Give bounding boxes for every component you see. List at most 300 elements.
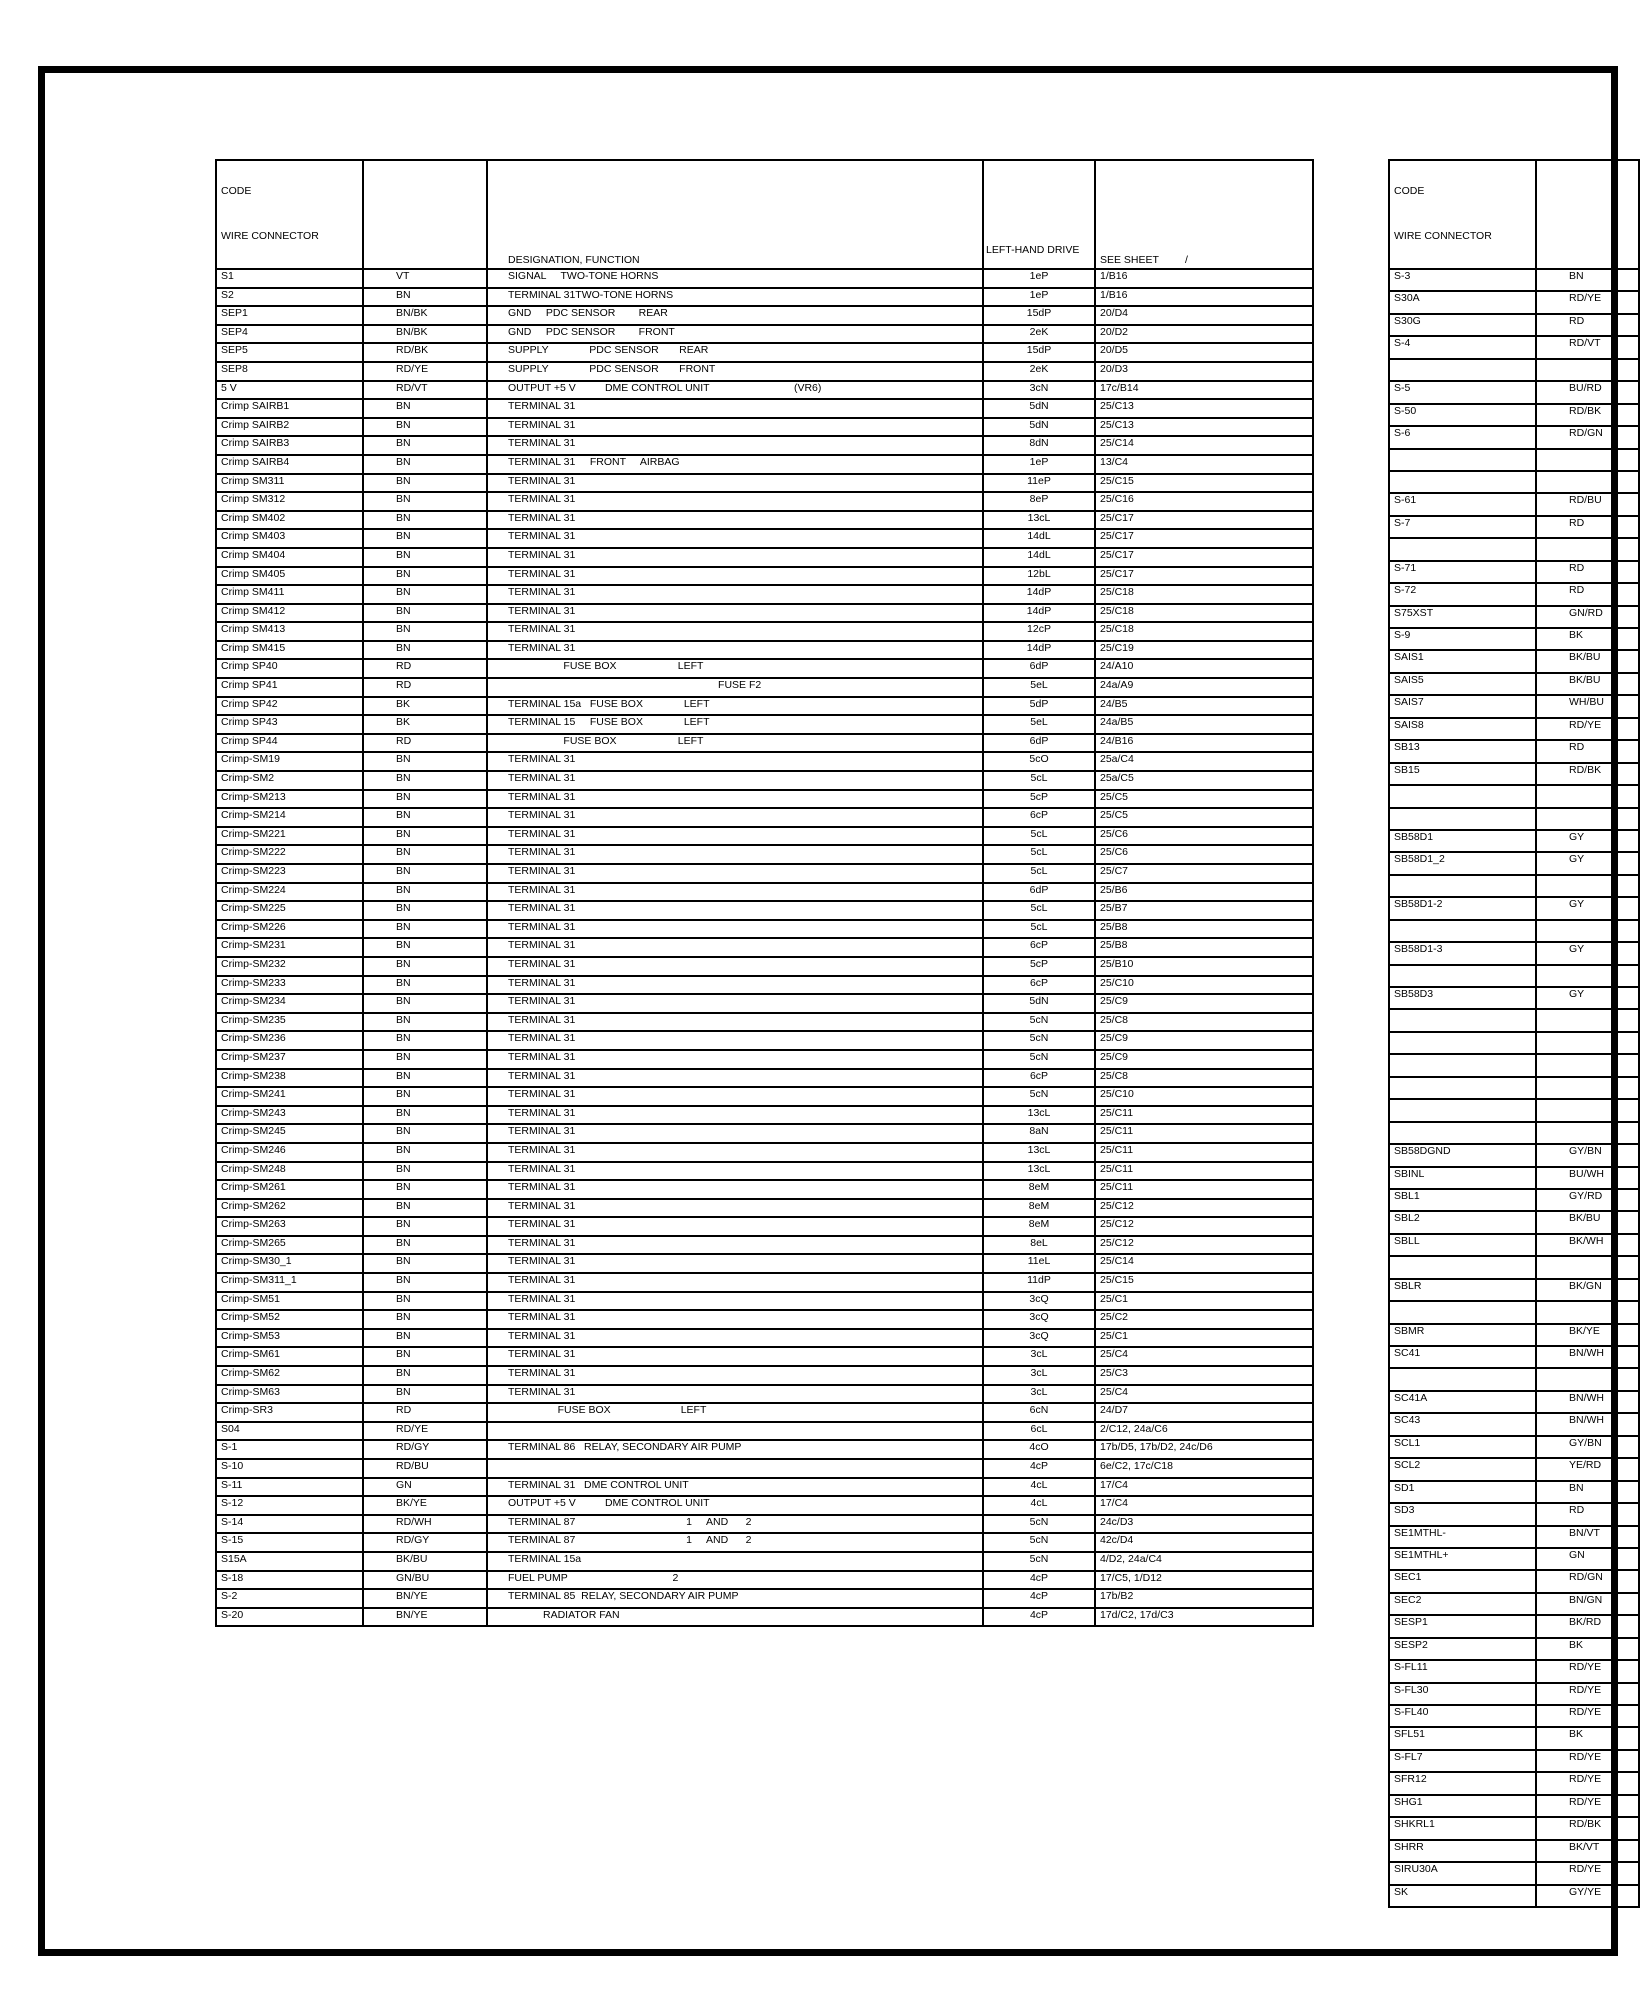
cell-drive: 2eK [983, 362, 1095, 381]
cell-color: BK/VT [1536, 1840, 1639, 1862]
table-row [216, 845, 1313, 864]
cell-color: BN [363, 957, 487, 976]
cell-sheet: 25/C8 [1095, 1013, 1313, 1032]
cell-sheet: 25/C13 [1095, 418, 1313, 437]
cell-drive: 6cP [983, 976, 1095, 995]
cell-code: S75XST [1389, 606, 1536, 628]
table-row [216, 511, 1313, 530]
cell-color: GN [1536, 1548, 1639, 1570]
cell-sheet: 25/C9 [1095, 994, 1313, 1013]
table-row [216, 436, 1313, 455]
cell-code: SEP1 [216, 306, 363, 325]
table-row [1389, 606, 1639, 628]
cell-code: SAIS5 [1389, 673, 1536, 695]
cell-code: SB58D1 [1389, 830, 1536, 852]
cell-color: BN [363, 1329, 487, 1348]
table-row [1389, 1077, 1639, 1099]
cell-color [1536, 1009, 1639, 1031]
cell-designation: TERMINAL 31 [487, 474, 983, 493]
cell-sheet: 25/C1 [1095, 1329, 1313, 1348]
cell-code: S-FL11 [1389, 1660, 1536, 1682]
cell-sheet: 25/C19 [1095, 641, 1313, 660]
table-row [216, 362, 1313, 381]
cell-color: BU/RD [1536, 381, 1639, 403]
cell-color: BN [363, 1087, 487, 1106]
cell-sheet: 24c/D3 [1095, 1515, 1313, 1534]
table-row [1389, 1885, 1639, 1907]
cell-drive: 4cP [983, 1608, 1095, 1627]
cell-color: RD/YE [1536, 291, 1639, 313]
table-row [1389, 897, 1639, 919]
cell-color: BN [363, 1310, 487, 1329]
cell-code: SBINL [1389, 1167, 1536, 1189]
cell-designation: TERMINAL 31 [487, 1087, 983, 1106]
cell-color: WH/BU [1536, 695, 1639, 717]
table-row [1389, 449, 1639, 471]
cell-sheet: 1/B16 [1095, 269, 1313, 288]
cell-code [1389, 920, 1536, 942]
cell-sheet: 25/C11 [1095, 1124, 1313, 1143]
cell-color: RD/VT [363, 381, 487, 400]
cell-drive: 6cP [983, 938, 1095, 957]
cell-sheet: 25/C2 [1095, 1310, 1313, 1329]
cell-code: S2 [216, 288, 363, 307]
cell-designation: TERMINAL 31 [487, 920, 983, 939]
cell-designation: TERMINAL 31 [487, 622, 983, 641]
table-row [1389, 493, 1639, 515]
table-row [216, 418, 1313, 437]
cell-code: S1 [216, 269, 363, 288]
cell-code: S04 [216, 1422, 363, 1441]
cell-drive: 1eP [983, 288, 1095, 307]
table-row [216, 1217, 1313, 1236]
header-sheet: SEE SHEET / [1095, 160, 1313, 269]
header-code: CODE WIRE CONNECTOR [1389, 160, 1536, 269]
table-row [216, 1571, 1313, 1590]
cell-designation: TERMINAL 31 [487, 1162, 983, 1181]
cell-code: SESP1 [1389, 1615, 1536, 1637]
table-row [1389, 561, 1639, 583]
cell-code: SBMR [1389, 1324, 1536, 1346]
cell-color: RD/BU [363, 1459, 487, 1478]
cell-drive: 14dL [983, 548, 1095, 567]
cell-color [1536, 965, 1639, 987]
table-row [1389, 1054, 1639, 1076]
cell-sheet: 25/C12 [1095, 1236, 1313, 1255]
cell-color [1536, 1256, 1639, 1278]
cell-color: BN [363, 1013, 487, 1032]
cell-sheet: 25/C6 [1095, 827, 1313, 846]
cell-designation: GND PDC SENSOR FRONT [487, 325, 983, 344]
table-row [216, 827, 1313, 846]
cell-code: SFR12 [1389, 1772, 1536, 1794]
cell-sheet: 25/C4 [1095, 1385, 1313, 1404]
table-row [1389, 1211, 1639, 1233]
table-row [1389, 1256, 1639, 1278]
table-row [216, 1385, 1313, 1404]
cell-sheet: 25/C12 [1095, 1217, 1313, 1236]
cell-sheet: 24/D7 [1095, 1403, 1313, 1422]
cell-designation: TERMINAL 31 [487, 511, 983, 530]
cell-code: Crimp-SM262 [216, 1199, 363, 1218]
cell-drive: 3cQ [983, 1292, 1095, 1311]
cell-color: RD/BU [1536, 493, 1639, 515]
table-row [216, 715, 1313, 734]
table-row [1389, 1346, 1639, 1368]
cell-sheet: 42c/D4 [1095, 1533, 1313, 1552]
cell-designation: TERMINAL 31 [487, 567, 983, 586]
cell-designation: TERMINAL 31 [487, 864, 983, 883]
table-row [216, 325, 1313, 344]
cell-drive: 5cL [983, 845, 1095, 864]
cell-sheet: 25/C14 [1095, 436, 1313, 455]
cell-code: SC43 [1389, 1413, 1536, 1435]
table-row [216, 1478, 1313, 1497]
table-row [1389, 1727, 1639, 1749]
cell-sheet: 25/C5 [1095, 808, 1313, 827]
cell-designation: SUPPLY PDC SENSOR REAR [487, 343, 983, 362]
cell-color: RD/YE [1536, 1660, 1639, 1682]
cell-sheet: 25/C4 [1095, 1347, 1313, 1366]
cell-code: SEP8 [216, 362, 363, 381]
cell-color: BN/BK [363, 325, 487, 344]
cell-sheet: 24/A10 [1095, 659, 1313, 678]
table-row [216, 752, 1313, 771]
cell-color: RD/YE [1536, 1705, 1639, 1727]
cell-designation: TERMINAL 86 RELAY, SECONDARY AIR PUMP [487, 1440, 983, 1459]
cell-color [1536, 449, 1639, 471]
cell-color [1536, 920, 1639, 942]
cell-code: Crimp SAIRB3 [216, 436, 363, 455]
cell-sheet: 25/B6 [1095, 883, 1313, 902]
cell-code: SAIS8 [1389, 718, 1536, 740]
cell-color: GN/BU [363, 1571, 487, 1590]
cell-designation: TERMINAL 31 [487, 492, 983, 511]
table-row [216, 1273, 1313, 1292]
cell-sheet: 25/C18 [1095, 604, 1313, 623]
cell-designation: TERMINAL 31 [487, 641, 983, 660]
cell-color: RD/BK [1536, 404, 1639, 426]
cell-drive: 5cN [983, 1533, 1095, 1552]
cell-designation: TERMINAL 31 [487, 1124, 983, 1143]
cell-designation: TERMINAL 31 [487, 436, 983, 455]
table-row [1389, 1413, 1639, 1435]
cell-color: BU/WH [1536, 1167, 1639, 1189]
cell-code: Crimp-SM231 [216, 938, 363, 957]
cell-color: BN [363, 1106, 487, 1125]
table-row [216, 1608, 1313, 1627]
header-code: CODE WIRE CONNECTOR [216, 160, 363, 269]
cell-drive: 1eP [983, 455, 1095, 474]
cell-sheet: 25/C11 [1095, 1162, 1313, 1181]
cell-drive: 15dP [983, 306, 1095, 325]
cell-drive: 6cP [983, 808, 1095, 827]
cell-designation: TERMINAL 31 [487, 752, 983, 771]
table-row [1389, 1772, 1639, 1794]
cell-code: SCL1 [1389, 1436, 1536, 1458]
cell-drive: 4cL [983, 1496, 1095, 1515]
cell-sheet: 2/C12, 24a/C6 [1095, 1422, 1313, 1441]
cell-code: Crimp-SM234 [216, 994, 363, 1013]
cell-code: S-FL7 [1389, 1750, 1536, 1772]
cell-code: S-FL40 [1389, 1705, 1536, 1727]
cell-drive: 5dN [983, 994, 1095, 1013]
table-row [1389, 583, 1639, 605]
cell-designation: TERMINAL 31 [487, 604, 983, 623]
cell-color: BK/BU [363, 1552, 487, 1571]
cell-designation: TERMINAL 31 [487, 1031, 983, 1050]
cell-code: SBLL [1389, 1234, 1536, 1256]
table-row [1389, 673, 1639, 695]
cell-color: BN [363, 1273, 487, 1292]
cell-designation: TERMINAL 31 DME CONTROL UNIT [487, 1478, 983, 1497]
cell-designation: TERMINAL 31 [487, 1217, 983, 1236]
table-row [1389, 538, 1639, 560]
cell-color: RD/BK [1536, 763, 1639, 785]
cell-drive: 11eP [983, 474, 1095, 493]
cell-code: SEP4 [216, 325, 363, 344]
cell-color: BN [1536, 1481, 1639, 1503]
cell-drive: 6cP [983, 1069, 1095, 1088]
cell-sheet: 17b/B2 [1095, 1589, 1313, 1608]
table-row [1389, 1368, 1639, 1390]
cell-sheet: 24a/A9 [1095, 678, 1313, 697]
cell-code: Crimp-SM243 [216, 1106, 363, 1125]
cell-designation: TERMINAL 31 [487, 827, 983, 846]
cell-code: SFL51 [1389, 1727, 1536, 1749]
cell-color: BN [363, 585, 487, 604]
cell-sheet: 25/C17 [1095, 529, 1313, 548]
table-row [1389, 740, 1639, 762]
cell-code: SE1MTHL- [1389, 1526, 1536, 1548]
cell-code: Crimp SAIRB4 [216, 455, 363, 474]
cell-color: BN [363, 492, 487, 511]
table-row [1389, 291, 1639, 313]
cell-sheet: 25/C15 [1095, 474, 1313, 493]
cell-code: Crimp-SM63 [216, 1385, 363, 1404]
cell-sheet: 25/C13 [1095, 399, 1313, 418]
cell-code: SBL1 [1389, 1189, 1536, 1211]
cell-sheet: 25/C10 [1095, 976, 1313, 995]
cell-code [1389, 1368, 1536, 1390]
cell-sheet: 24/B5 [1095, 697, 1313, 716]
cell-code: Crimp-SM213 [216, 790, 363, 809]
table-row [1389, 1503, 1639, 1525]
cell-designation: TERMINAL 31 [487, 771, 983, 790]
cell-color: BN [363, 1069, 487, 1088]
table-row [216, 1329, 1313, 1348]
cell-sheet: 6e/C2, 17c/C18 [1095, 1459, 1313, 1478]
cell-drive: 5dN [983, 418, 1095, 437]
cell-color: GY [1536, 852, 1639, 874]
table-row [216, 976, 1313, 995]
table-row [1389, 852, 1639, 874]
cell-color: GY/BN [1536, 1436, 1639, 1458]
cell-designation: SIGNAL TWO-TONE HORNS [487, 269, 983, 288]
table-row [216, 1254, 1313, 1273]
cell-sheet: 20/D2 [1095, 325, 1313, 344]
table-row [1389, 942, 1639, 964]
table-row [216, 1180, 1313, 1199]
table-row [1389, 471, 1639, 493]
cell-designation: TERMINAL 31 [487, 901, 983, 920]
cell-color: GY [1536, 830, 1639, 852]
cell-code [1389, 1077, 1536, 1099]
cell-color: BK [1536, 628, 1639, 650]
cell-sheet: 24/B16 [1095, 734, 1313, 753]
header-color [363, 160, 487, 269]
cell-sheet: 25/C14 [1095, 1254, 1313, 1273]
table-row [216, 1050, 1313, 1069]
table-row [216, 1199, 1313, 1218]
table-row [216, 1069, 1313, 1088]
table-row [1389, 1615, 1639, 1637]
cell-code: Crimp SM415 [216, 641, 363, 660]
cell-drive: 12bL [983, 567, 1095, 586]
cell-color: BN/GN [1536, 1593, 1639, 1615]
cell-designation: TERMINAL 31 [487, 418, 983, 437]
cell-designation: RADIATOR FAN [487, 1608, 983, 1627]
cell-color: BN [363, 1217, 487, 1236]
cell-color: BN/BK [363, 306, 487, 325]
cell-code: SBL2 [1389, 1211, 1536, 1233]
table-row [1389, 920, 1639, 942]
cell-color: BN [363, 883, 487, 902]
cell-designation: TERMINAL 31 [487, 808, 983, 827]
table-row [216, 734, 1313, 753]
cell-code: Crimp SP44 [216, 734, 363, 753]
cell-code: Crimp-SM261 [216, 1180, 363, 1199]
cell-color: BN [363, 976, 487, 995]
cell-sheet: 17/C4 [1095, 1496, 1313, 1515]
cell-color: GN/RD [1536, 606, 1639, 628]
cell-code: SC41 [1389, 1346, 1536, 1368]
table-row [216, 306, 1313, 325]
cell-code: Crimp-SM2 [216, 771, 363, 790]
table-row [1389, 314, 1639, 336]
table-row [1389, 269, 1639, 291]
cell-drive: 6cN [983, 1403, 1095, 1422]
cell-color [1536, 1368, 1639, 1390]
cell-sheet: 25a/C5 [1095, 771, 1313, 790]
table-row [1389, 381, 1639, 403]
table-row [1389, 1032, 1639, 1054]
cell-drive: 3cQ [983, 1329, 1095, 1348]
cell-code: Crimp-SM241 [216, 1087, 363, 1106]
cell-designation: TERMINAL 31 [487, 994, 983, 1013]
table-row [1389, 987, 1639, 1009]
cell-drive: 5cL [983, 864, 1095, 883]
cell-color [1536, 471, 1639, 493]
cell-code: Crimp-SM224 [216, 883, 363, 902]
cell-sheet: 25/C5 [1095, 790, 1313, 809]
cell-sheet: 25/C11 [1095, 1143, 1313, 1162]
cell-color: RD [1536, 561, 1639, 583]
cell-color: BN [363, 436, 487, 455]
cell-code: S-6 [1389, 426, 1536, 448]
cell-color: BN [363, 288, 487, 307]
cell-code: S30G [1389, 314, 1536, 336]
cell-drive: 5cO [983, 752, 1095, 771]
cell-color: RD/YE [1536, 1862, 1639, 1884]
table-row [1389, 1234, 1639, 1256]
cell-color: RD [363, 678, 487, 697]
cell-color: BN [363, 1124, 487, 1143]
cell-code: Crimp-SM19 [216, 752, 363, 771]
table-header-row [1389, 160, 1639, 269]
cell-color: RD/YE [1536, 718, 1639, 740]
cell-color: BN [363, 1347, 487, 1366]
cell-code: SIRU30A [1389, 1862, 1536, 1884]
cell-color: BK/BU [1536, 1211, 1639, 1233]
cell-code: Crimp SM311 [216, 474, 363, 493]
table-row [216, 1143, 1313, 1162]
table-row [1389, 1705, 1639, 1727]
cell-designation: FUEL PUMP 2 [487, 1571, 983, 1590]
cell-designation: TERMINAL 31 [487, 1199, 983, 1218]
cell-color: BN [363, 622, 487, 641]
cell-sheet: 25/C17 [1095, 567, 1313, 586]
cell-code: Crimp SP40 [216, 659, 363, 678]
cell-color: RD/YE [363, 1422, 487, 1441]
cell-designation: TERMINAL 31 [487, 1236, 983, 1255]
cell-color: RD/WH [363, 1515, 487, 1534]
cell-sheet: 25/C7 [1095, 864, 1313, 883]
cell-color: BN [363, 771, 487, 790]
cell-drive: 8aN [983, 1124, 1095, 1143]
cell-drive: 1eP [983, 269, 1095, 288]
cell-code: Crimp-SM61 [216, 1347, 363, 1366]
cell-color: BN [363, 827, 487, 846]
cell-drive: 13cL [983, 1106, 1095, 1125]
table-row [1389, 1481, 1639, 1503]
cell-drive: 15dP [983, 343, 1095, 362]
cell-code: Crimp-SR3 [216, 1403, 363, 1422]
cell-code: S-FL30 [1389, 1683, 1536, 1705]
cell-code [1389, 785, 1536, 807]
table-row [216, 1162, 1313, 1181]
cell-drive: 3cL [983, 1366, 1095, 1385]
cell-color: RD [1536, 1503, 1639, 1525]
table-row [216, 585, 1313, 604]
table-row [1389, 1526, 1639, 1548]
table-row [216, 994, 1313, 1013]
cell-color [1536, 1099, 1639, 1121]
cell-drive: 4cP [983, 1459, 1095, 1478]
table-row [216, 1347, 1313, 1366]
cell-drive: 5cL [983, 901, 1095, 920]
cell-color: BN [363, 1031, 487, 1050]
cell-code: SD1 [1389, 1481, 1536, 1503]
cell-color: GY/RD [1536, 1189, 1639, 1211]
cell-drive: 5cL [983, 771, 1095, 790]
cell-color: BN [363, 790, 487, 809]
cell-code: Crimp-SM51 [216, 1292, 363, 1311]
table-row [216, 567, 1313, 586]
cell-code [1389, 1032, 1536, 1054]
cell-code: S-3 [1389, 269, 1536, 291]
cell-code: Crimp SAIRB1 [216, 399, 363, 418]
cell-color: RD [1536, 516, 1639, 538]
cell-designation: TERMINAL 87 1 AND 2 [487, 1533, 983, 1552]
cell-color [1536, 359, 1639, 381]
cell-code: Crimp-SM248 [216, 1162, 363, 1181]
cell-code [1389, 359, 1536, 381]
cell-sheet: 20/D5 [1095, 343, 1313, 362]
cell-drive: 8eM [983, 1217, 1095, 1236]
cell-designation: OUTPUT +5 V DME CONTROL UNIT [487, 1496, 983, 1515]
cell-code: S-12 [216, 1496, 363, 1515]
